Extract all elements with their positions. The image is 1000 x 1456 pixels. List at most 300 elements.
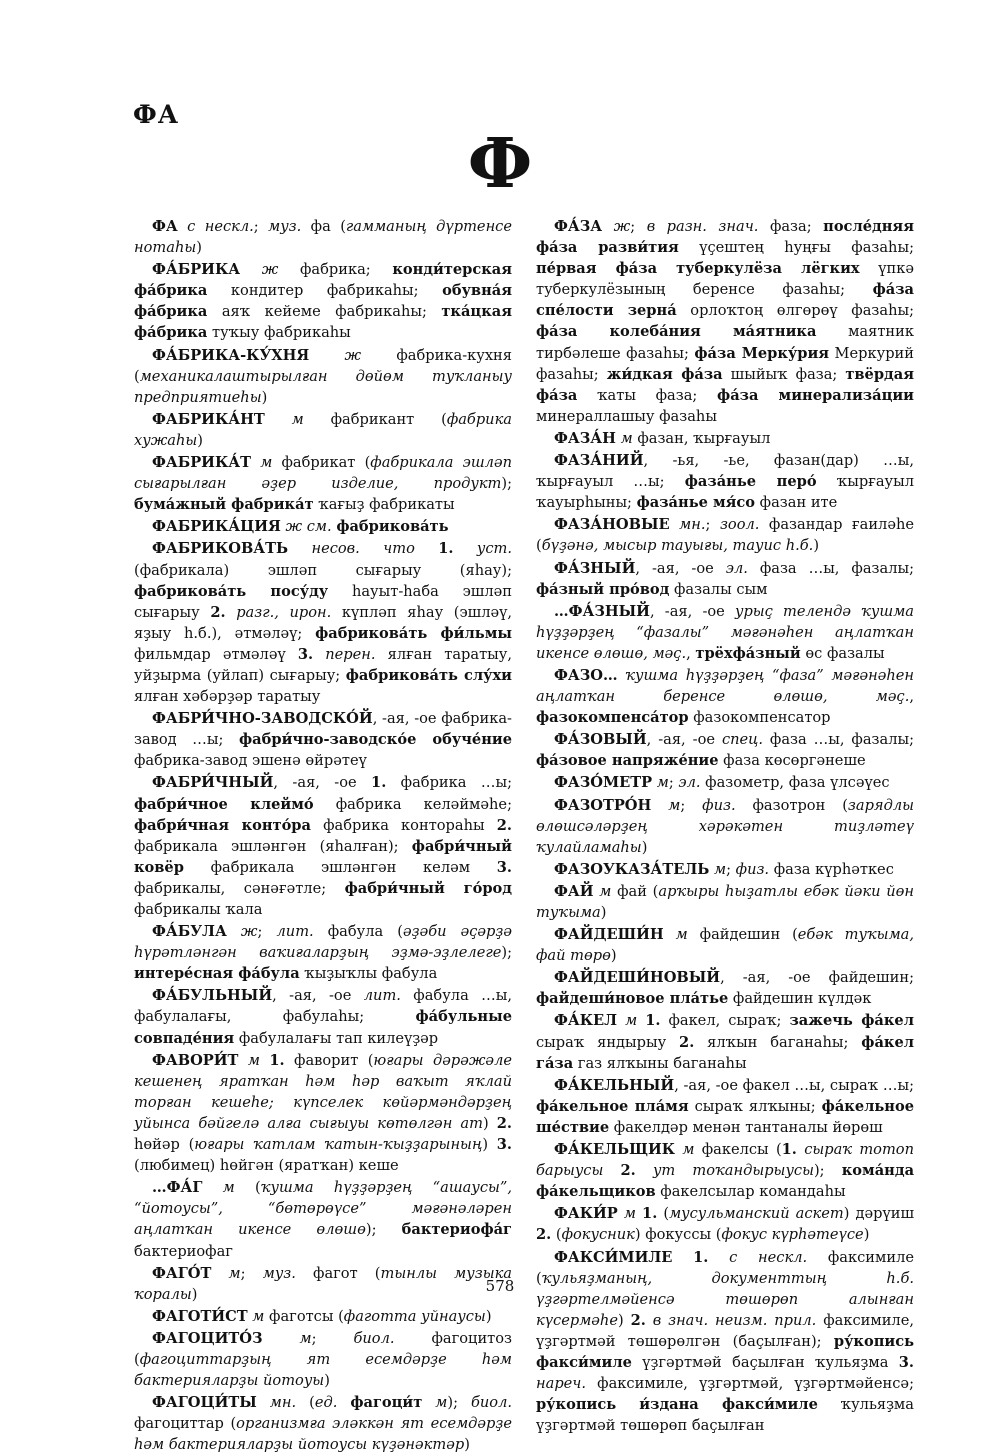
entry-text: фабрикала эшләп сығарылған әҙер изделие, продукт xyxy=(134,454,512,493)
entry-text: фаза күрһәткес xyxy=(769,860,894,878)
entry-text: перен. xyxy=(325,645,376,663)
entry-text: 2. xyxy=(210,603,226,621)
entry-text: ) дәрүиш xyxy=(843,1205,915,1223)
entry-text: ) xyxy=(324,1372,330,1390)
entry-text: 2. xyxy=(679,1033,695,1051)
entry-text: трёхфа́зный xyxy=(695,644,801,662)
entry-text: ; xyxy=(311,1329,354,1347)
entry-text: , xyxy=(909,688,914,706)
entry-text: ; xyxy=(257,923,277,941)
entry-text: 3. xyxy=(496,1136,512,1154)
entry-text xyxy=(238,1052,247,1069)
entry-text: ) xyxy=(813,537,820,555)
entry-text: ( xyxy=(657,1205,670,1223)
dictionary-entry xyxy=(536,428,914,449)
dictionary-entry xyxy=(134,538,512,707)
entry-text: ялған хәбәрҙәр таратыу xyxy=(134,688,321,706)
entry-text: бума́жный фабрика́т xyxy=(134,496,314,514)
entry-headword: ФАЙ xyxy=(554,882,594,900)
entry-text: факел, сыраҡ; xyxy=(660,1012,790,1030)
entry-text: үпкә туберкулёзының беренсе фазаһы; xyxy=(536,260,915,299)
entry-text: ) xyxy=(610,947,617,965)
entry-text: ) xyxy=(196,239,202,257)
entry-text: ед. xyxy=(314,1394,338,1412)
dictionary-entry xyxy=(536,665,914,728)
entry-text xyxy=(288,540,311,557)
entry-text xyxy=(672,1249,693,1266)
entry-text: 1. xyxy=(269,1051,285,1069)
entry-text: 1. xyxy=(781,1141,797,1159)
entry-text: ) xyxy=(617,1311,631,1329)
entry-text: , -ая, -ое xyxy=(649,602,735,620)
entry-text: м xyxy=(625,1012,638,1030)
entry-text: м xyxy=(222,1179,235,1197)
entry-text: ж см. xyxy=(285,518,332,536)
entry-text: газ ялҡыны баганаһы xyxy=(573,1054,747,1072)
entry-text: һауыт-һаба эшләп сығарыу xyxy=(134,582,513,621)
entry-text: фаза; xyxy=(758,218,824,235)
entry-text: фа́кельное ше́ствие xyxy=(536,1097,914,1136)
entry-text: факсимиле, үҙгәртмәй, үҙгәртмәйенсә; xyxy=(586,1375,914,1393)
entry-text: фазан, ҡырғауыл xyxy=(632,429,771,447)
left-column xyxy=(134,216,512,1456)
entry-text: фабрикова́ть фи́льмы xyxy=(315,624,512,642)
entry-text: в знач. неизм. прил. xyxy=(652,1311,817,1329)
entry-text: (любимец) һөйгән (яратҡан) кеше xyxy=(134,1157,399,1175)
entry-text: м xyxy=(623,1205,636,1223)
entry-text: ) xyxy=(261,388,268,406)
dictionary-entry xyxy=(536,1139,914,1202)
entry-text: ) xyxy=(482,1136,497,1154)
entry-text: ҡаты фаза; xyxy=(577,386,718,404)
entry-text xyxy=(309,347,344,364)
entry-text: лит. xyxy=(276,923,314,941)
entry-text: фай ( xyxy=(611,882,659,900)
entry-text: фабрикант ( xyxy=(303,410,447,428)
entry-text: ; xyxy=(630,218,647,235)
entry-text: 3. xyxy=(496,858,512,876)
entry-text: пе́рвая фа́за туберкулёза лёгких xyxy=(536,260,860,278)
entry-text: м xyxy=(599,882,612,900)
entry-text: м xyxy=(682,1141,695,1159)
entry-text: минераллашыу фазаһы xyxy=(536,407,717,425)
entry-text: арҡыры һыҙатлы ебәк йәки йөн туҡыма xyxy=(536,882,915,921)
entry-text: м xyxy=(252,1307,265,1325)
entry-text: фабрикова́ть посу́ду xyxy=(134,582,329,600)
entry-headword: ФА́ЗНЫЙ xyxy=(554,559,636,577)
entry-text: , -ья, -ье, фазан(дар) …ы, ҡырғауыл …ы; xyxy=(536,452,914,491)
entry-text: фабула ( xyxy=(313,923,403,941)
entry-text: ) фокуссы ( xyxy=(634,1226,722,1244)
entry-text: үҫештең һуңғы фазаһы; xyxy=(678,239,914,257)
entry-text: үҙгәртмәй баҫылған ҡульяҙма xyxy=(631,1353,899,1371)
entry-headword: ФАБРИ́ЧНО-ЗАВОДСКО́Й xyxy=(152,710,373,728)
entry-text: м xyxy=(656,774,669,792)
entry-text: 2. xyxy=(496,816,512,834)
entry-text: механикалаштырылған дөйөм туҡланыу предприятиеһы xyxy=(134,367,512,406)
entry-text: Меркурий фазаһы; xyxy=(536,344,914,383)
entry-headword: ФАБРИ́ЧНЫЙ xyxy=(152,774,274,792)
entry-headword: ФАЗОТРО́Н xyxy=(554,796,652,814)
entry-text xyxy=(265,411,292,428)
entry-text xyxy=(670,516,680,533)
entry-text xyxy=(337,1394,350,1411)
entry-text: м xyxy=(291,410,304,428)
entry-headword: ФА́БРИКА-КУ́ХНЯ xyxy=(152,346,310,364)
dictionary-entry xyxy=(134,409,512,451)
entry-text: разг., ирон. xyxy=(236,603,332,621)
entry-text xyxy=(178,218,187,235)
entry-text: ; xyxy=(253,218,269,235)
entry-text: нареч. xyxy=(536,1375,587,1393)
entry-text: орлоҡтоң өлгөрөү фазаһы; xyxy=(676,302,914,320)
entry-text: 1. xyxy=(693,1248,709,1266)
entry-text: несов. что xyxy=(311,540,415,558)
entry-text: туҡыу фабрикаһы xyxy=(207,324,351,342)
entry-text: фаза көсөргәнеше xyxy=(718,752,866,770)
entry-text: фабрика хужаһы xyxy=(134,410,512,449)
entry-text: 3. xyxy=(898,1353,914,1371)
dictionary-entry xyxy=(536,772,914,793)
entry-text: физ. xyxy=(735,860,770,878)
entry-text: фазометр, фаза үлсәүес xyxy=(700,774,890,792)
entry-text: м xyxy=(228,1264,241,1282)
dictionary-entry xyxy=(134,708,512,771)
dictionary-entry xyxy=(134,772,512,920)
entry-text: м xyxy=(675,926,688,944)
entry-text: мусульманский аскет xyxy=(669,1205,844,1223)
entry-text: 2. xyxy=(630,1311,646,1329)
entry-text: фабрика-кухня ( xyxy=(134,346,512,385)
entry-text xyxy=(226,604,237,621)
entry-text: фабри́чное клеймо́ xyxy=(134,795,314,813)
entry-text: ҡыҙыҡлы фабула xyxy=(299,965,438,983)
dictionary-entry xyxy=(536,1247,914,1437)
entry-text: мн. xyxy=(679,516,706,534)
entry-text: фа́за спе́лости зерна́ xyxy=(536,281,914,320)
entry-headword: ФАЗОУКАЗА́ТЕЛЬ xyxy=(554,860,710,878)
entry-headword: ФАЙДЕШИ́Н xyxy=(554,926,664,944)
dictionary-entry xyxy=(536,558,914,600)
entry-text: твёрдая фа́за xyxy=(536,365,914,404)
entry-text: уст. xyxy=(476,540,512,558)
entry-text: кондитер фабрикаһы; xyxy=(207,282,443,300)
entry-text: 2. xyxy=(496,1114,512,1132)
entry-headword: ФА́БУЛА xyxy=(152,923,227,941)
entry-text: тынлы музыка ҡоралы xyxy=(134,1264,513,1303)
dictionary-entry xyxy=(134,259,512,343)
entry-text: кома́нда фа́кельщиков xyxy=(536,1162,915,1201)
entry-text: м xyxy=(713,860,727,878)
entry-text: фазокомпенсатор xyxy=(688,709,831,727)
dictionary-entry xyxy=(134,516,512,537)
entry-headword: ФАКСИ́МИЛЕ xyxy=(554,1248,673,1266)
entry-text: ҡульяҙма үҙгәртмәй төшөрөп баҫылған xyxy=(536,1396,914,1435)
entry-headword: ФАБРИКА́ЦИЯ xyxy=(152,518,281,536)
dictionary-entry xyxy=(536,1075,914,1138)
entry-text: ж xyxy=(613,218,631,235)
dictionary-entry xyxy=(536,729,914,771)
entry-text: , -ая, -ое файдешин; xyxy=(720,969,914,987)
entry-text: фа́бульные совпаде́ния xyxy=(134,1008,512,1047)
entry-text xyxy=(227,923,241,940)
entry-text: жи́дкая фа́за xyxy=(606,365,723,383)
entry-text: (фабрикала) эшләп сығарыу (яһау); xyxy=(134,561,512,579)
entry-text: эл. xyxy=(725,559,748,577)
entry-text: фабрика …ы; xyxy=(386,774,512,792)
entry-text: 1. xyxy=(438,540,454,558)
entry-text: фабрикала эшләнгән келәм xyxy=(183,858,497,876)
entry-text: фокусник xyxy=(561,1226,635,1244)
entry-headword: ФАГО́Т xyxy=(152,1264,212,1282)
entry-text xyxy=(240,261,262,278)
entry-text: зоол. xyxy=(719,516,760,534)
entry-text: ру́копись факси́миле xyxy=(536,1332,914,1371)
entry-text: факелдәр менән тантаналы йөрөш xyxy=(609,1118,883,1136)
entry-text: ; xyxy=(240,1264,263,1282)
entry-text: с нескл. xyxy=(187,218,254,235)
entry-text: 1. xyxy=(371,774,387,792)
entry-text: ) xyxy=(863,1226,870,1244)
entry-headword: ФА́ЗОВЫЙ xyxy=(554,731,647,749)
entry-text: фабрикала эшләнгән (яһалған); xyxy=(134,837,412,855)
dictionary-entry xyxy=(536,601,914,664)
entry-text: ҡушма һүҙҙәрҙең “ашаусы”, “йотоусы”, “бөтөрөүсе” мәғәнәләрен аңлатҡан икенсе өлөшө xyxy=(134,1179,512,1239)
entry-text: м xyxy=(668,796,681,814)
entry-text xyxy=(664,926,676,943)
entry-headword: ФА́КЕЛЬЩИК xyxy=(554,1141,676,1159)
entry-headword: ФАБРИКОВА́ТЬ xyxy=(152,540,289,558)
page-number: 578 xyxy=(485,1277,515,1295)
entry-text: өс фазалы xyxy=(800,644,885,662)
entry-text xyxy=(454,540,477,557)
entry-text: бүҙәнә, мысыр тауығы, тауис һ.б. xyxy=(541,537,814,555)
entry-headword: ФАБРИКА́Т xyxy=(152,454,251,472)
entry-text: юғары дәрәжәле кешенең яратҡан һәм һәр ваҡыт яҡлай торған кешеһе; күпселек көйәрмәндәрҙең уйынса бәйгелә алға сығыуы көтөлгән ат xyxy=(134,1051,512,1132)
entry-headword: ФА́БРИКА xyxy=(152,261,241,279)
entry-text: фабулалағы тап килеүҙәр xyxy=(234,1029,439,1047)
entry-text xyxy=(708,1249,729,1266)
entry-headword: ФА xyxy=(152,218,178,235)
entry-text: фабула …ы, фабулалағы, фабулаһы; xyxy=(134,987,513,1026)
entry-headword: ФА́БУЛЬНЫЙ xyxy=(152,987,273,1005)
entry-text xyxy=(415,540,438,557)
entry-text: биол. xyxy=(353,1329,395,1347)
entry-text: фабрика келәймәһе; xyxy=(313,795,512,813)
entry-text xyxy=(202,1179,222,1196)
entry-text: , -ая, -ое xyxy=(272,987,364,1005)
right-column xyxy=(536,216,914,1437)
entry-headword: ФА́ЗА xyxy=(554,218,603,235)
entry-text: , -ая, -ое фабрика-завод …ы; xyxy=(134,710,512,749)
entry-text: ) xyxy=(464,1436,470,1454)
entry-text: фа́за колеба́ния ма́ятника xyxy=(536,323,817,341)
entry-text: ялҡын баганаһы; xyxy=(694,1033,862,1051)
entry-headword: ФАВОРИ́Т xyxy=(152,1051,239,1069)
entry-text: фаворит ( xyxy=(284,1051,374,1069)
entry-headword: ФАЗА́НИЙ xyxy=(554,452,644,470)
entry-text xyxy=(602,218,614,235)
entry-text: ялған таратыу, уйҙырма (уйлап) сығарыу; xyxy=(134,645,513,684)
entry-text: фагоци́т xyxy=(350,1394,423,1412)
entry-text: , -ая, -ое факел …ы, сыраҡ …ы; xyxy=(674,1076,914,1094)
entry-text: тка́цкая фа́брика xyxy=(134,303,512,342)
entry-text: муз. xyxy=(262,1264,296,1282)
entry-text: фабрика-завод эшенә өйрәтеү xyxy=(134,752,367,770)
dictionary-entry xyxy=(536,967,914,1009)
dictionary-entry xyxy=(536,216,914,427)
entry-text: фагоциттар ( xyxy=(134,1415,237,1433)
entry-text: ут тоҡандырыусы xyxy=(652,1162,814,1180)
entry-text: ру́копись и́здана факси́миле xyxy=(536,1396,818,1414)
entry-text: физ. xyxy=(702,796,736,814)
entry-text: фабри́чно-заводско́е обуче́ние xyxy=(239,731,512,749)
entry-text: ) xyxy=(482,1114,497,1132)
dictionary-entry xyxy=(536,881,914,923)
entry-headword: ФАГОЦИТО́З xyxy=(152,1329,263,1347)
entry-text: фаготта уйнаусы xyxy=(343,1307,486,1325)
entry-text xyxy=(257,1394,270,1411)
entry-text: 2. xyxy=(620,1162,636,1180)
entry-text: , -ая, -ое xyxy=(635,559,726,577)
entry-text xyxy=(646,1312,653,1329)
entry-text: фокус күрһәтеүсе xyxy=(721,1226,864,1244)
entry-text: ); xyxy=(447,1394,471,1412)
entry-text: файдеши́новое пла́тье xyxy=(536,990,729,1008)
entry-text: ( xyxy=(296,1394,315,1412)
entry-text: ) xyxy=(197,431,203,449)
entry-text: фагоциттарҙың ят есемдәрҙе һәм бактерияларҙы йотоуы xyxy=(134,1350,512,1390)
entry-text: факсимиле ( xyxy=(536,1248,914,1287)
entry-text: күпләп яһау (эшләү, яҙыу һ.б.), әтмәләү; xyxy=(134,603,513,642)
entry-headword: …ФА́ЗНЫЙ xyxy=(554,602,650,620)
entry-text: лит. xyxy=(363,987,401,1005)
entry-text: аяҡ кейеме фабрикаһы; xyxy=(207,303,442,321)
dictionary-entry xyxy=(134,1328,512,1391)
entry-text xyxy=(637,1012,645,1029)
entry-text: фаза …ы, фазалы; xyxy=(747,559,915,577)
entry-headword: …ФА́Г xyxy=(152,1179,203,1197)
entry-text: ҡульяҙманың, документтың һ.б. үҙгәртелмәйенсә төшөрөп алынған күсермәһе xyxy=(536,1269,914,1329)
entry-text: организмға эләккән ят есемдәрҙе һәм бактерияларҙы йотоусы күҙәнәктәр xyxy=(134,1415,512,1454)
entry-text: бактериофа́г xyxy=(401,1221,513,1239)
entry-headword: ФАЗО… xyxy=(554,666,618,684)
entry-text: в разн. знач. xyxy=(646,218,759,235)
entry-text: шыйыҡ фаза; xyxy=(722,365,846,383)
entry-text: ҡырғауыл ҡауырһыны; xyxy=(536,473,915,512)
entry-text: фа́кельное пла́мя xyxy=(536,1097,689,1115)
entry-text xyxy=(263,1330,300,1347)
entry-text: фабрикалы ҡала xyxy=(134,901,263,918)
dictionary-entry xyxy=(134,1050,512,1177)
entry-text: ); xyxy=(501,475,512,493)
entry-text: ) xyxy=(191,1285,198,1303)
entry-text: м xyxy=(247,1051,260,1069)
entry-text: с нескл. xyxy=(729,1248,808,1266)
dictionary-entry xyxy=(536,1010,914,1073)
dictionary-entry xyxy=(134,216,512,258)
entry-text: конди́терская фа́брика xyxy=(134,261,513,300)
entry-headword: ФАЗА́НОВЫЕ xyxy=(554,516,670,534)
entry-text: юғары ҡатлам ҡатын-ҡыҙҙарының xyxy=(194,1136,483,1154)
entry-text: ; xyxy=(668,774,679,792)
dictionary-entry xyxy=(134,345,512,408)
entry-text: после́дняя фа́за разви́тия xyxy=(536,218,914,257)
entry-text: фильмдар әтмәләү xyxy=(134,645,298,663)
entry-text: муз. xyxy=(268,218,302,235)
entry-text: сыраҡ ялҡыны; xyxy=(688,1097,822,1115)
entry-headword: ФА́КЕЛ xyxy=(554,1012,618,1030)
entry-text: ( xyxy=(234,1179,261,1197)
entry-text: м xyxy=(620,429,633,447)
entry-text: ҡушма һүҙҙәрҙең “фаза” мәғәнәһен аңлатҡан беренсе өлөшө, мәҫ. xyxy=(536,666,914,706)
entry-text: фагот ( xyxy=(295,1264,381,1282)
dictionary-entry xyxy=(536,795,914,858)
entry-text: фабрика контораһы xyxy=(310,816,497,834)
entry-text: маятник тирбәлеше фазаһы; xyxy=(536,323,914,362)
entry-text: м xyxy=(299,1329,312,1347)
entry-text: интере́сная фа́була xyxy=(134,965,300,983)
entry-headword: ФАЗА́Н xyxy=(554,429,616,447)
dictionary-entry xyxy=(536,1203,914,1245)
entry-text: бактериофаг xyxy=(134,1242,233,1260)
entry-text: факсимиле, үҙгәртмәй төшөрөлгән (баҫылған); xyxy=(536,1311,914,1350)
running-head: ФА xyxy=(133,100,180,129)
entry-text: мн. xyxy=(269,1394,297,1412)
entry-text xyxy=(313,646,325,663)
entry-text: фазан ите xyxy=(755,494,838,512)
dictionary-entry xyxy=(134,1306,512,1327)
entry-text: ж xyxy=(261,261,279,279)
entry-headword: ФАГОТИ́СТ xyxy=(152,1307,248,1325)
entry-text: фабри́чный го́род xyxy=(344,879,513,897)
entry-text: фа́за Мерку́рия xyxy=(694,344,830,362)
entry-text: ); xyxy=(365,1221,402,1239)
section-letter: Ф xyxy=(467,124,533,204)
entry-text: һөйәр ( xyxy=(134,1136,195,1154)
entry-text: , xyxy=(686,644,696,662)
dictionary-entry xyxy=(134,985,512,1048)
entry-headword: ФАЙДЕШИ́НОВЫЙ xyxy=(554,969,721,987)
entry-text: фаза́нье перо́ xyxy=(684,473,817,491)
entry-text xyxy=(617,1012,625,1029)
entry-text: фаза …ы, фазалы; xyxy=(762,731,915,749)
entry-headword: ФАГОЦИ́ТЫ xyxy=(152,1394,257,1412)
entry-text: ) xyxy=(641,838,648,856)
entry-text: файдешин күлдәк xyxy=(728,990,872,1008)
entry-text: ); xyxy=(813,1162,842,1180)
entry-text: фа́зовое напряже́ние xyxy=(536,752,719,770)
entry-text: фазандар ғаиләһе ( xyxy=(536,516,914,555)
entry-text: фа́за минерализа́ции xyxy=(717,386,914,404)
entry-text: м xyxy=(260,454,273,472)
dictionary-entry xyxy=(536,924,914,966)
entry-text: м xyxy=(435,1394,448,1412)
entry-text: ж xyxy=(344,346,362,364)
dictionary-entry xyxy=(134,921,512,984)
entry-headword: ФАКИ́Р xyxy=(554,1205,618,1223)
entry-text: зарядлы өлөшсәләрҙең хәрәкәтен тиҙләтеү ҡулайламаһы xyxy=(536,796,914,856)
entry-text: фа́кел га́за xyxy=(536,1033,915,1072)
entry-text: фабрикалы, сәнәғәтле; xyxy=(134,879,345,897)
entry-text xyxy=(603,1162,620,1179)
entry-text: сыраҡ тотоп барыусы xyxy=(536,1141,914,1180)
entry-text: фаза́нье мя́со xyxy=(636,494,756,512)
entry-text: , -ая, -ое xyxy=(273,774,372,792)
entry-text: фазокомпенса́тор xyxy=(536,709,689,727)
entry-text: ( xyxy=(551,1226,562,1244)
dictionary-entry xyxy=(134,452,512,515)
